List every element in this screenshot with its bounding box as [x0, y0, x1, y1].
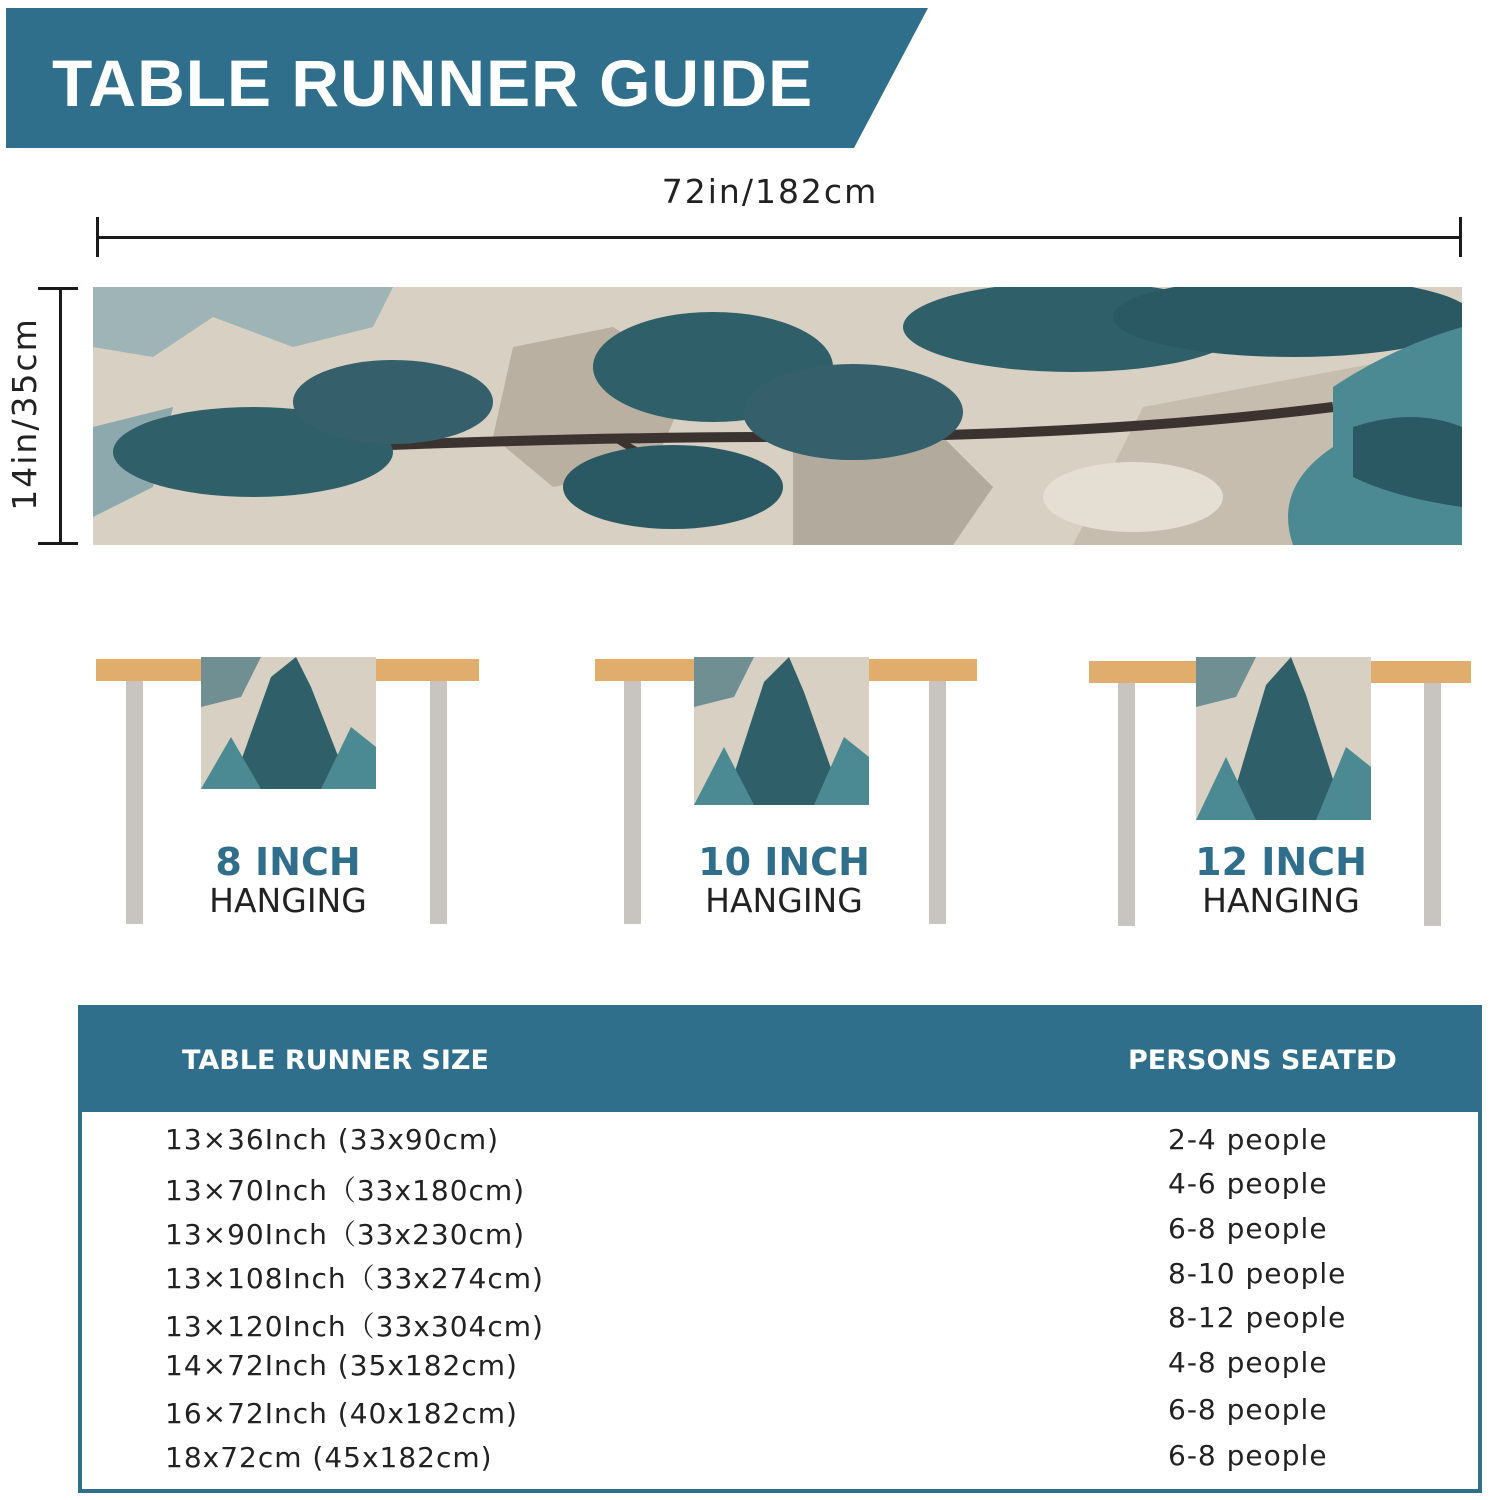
- height-dimension-cap-bottom: [38, 542, 78, 545]
- row-size: 16×72Inch (40x182cm): [165, 1397, 518, 1430]
- height-dimension-cap-top: [38, 287, 78, 290]
- row-persons: 2-4 people: [1168, 1123, 1328, 1156]
- table-header: [82, 1009, 1478, 1112]
- hanging-size-label: 10 INCH: [698, 840, 870, 884]
- hanging-word-label: HANGING: [1202, 881, 1360, 920]
- hanging-size-label: 12 INCH: [1195, 840, 1367, 884]
- row-persons: 6-8 people: [1168, 1212, 1328, 1245]
- row-size: 18x72cm (45x182cm): [165, 1441, 493, 1474]
- row-size: 14×72Inch (35x182cm): [165, 1349, 518, 1382]
- row-persons: 4-6 people: [1168, 1167, 1328, 1200]
- table-runner-image: [93, 287, 1462, 545]
- column-header-persons: PERSONS SEATED: [1128, 1045, 1397, 1076]
- height-dimension-label: 14in/35cm: [5, 317, 44, 511]
- row-size: 13×36Inch (33x90cm): [165, 1123, 500, 1156]
- column-header-size: TABLE RUNNER SIZE: [182, 1045, 489, 1076]
- row-size: 13×120Inch（33x304cm): [165, 1310, 544, 1343]
- row-size: 13×90Inch（33x230cm): [165, 1218, 526, 1251]
- height-dimension-line: [59, 287, 62, 545]
- hanging-size-label: 8 INCH: [215, 840, 361, 884]
- width-dimension-label: 72in/182cm: [661, 172, 879, 211]
- width-dimension-cap-left: [96, 217, 99, 257]
- hanging-word-label: HANGING: [209, 881, 367, 920]
- row-size: 13×108Inch（33x274cm): [165, 1262, 544, 1295]
- runner-drape-12: [1196, 657, 1371, 820]
- runner-drape-10: [694, 657, 869, 805]
- size-guide-table: [78, 1005, 1482, 1493]
- runner-drape-8: [201, 657, 376, 789]
- row-persons: 8-12 people: [1168, 1301, 1347, 1334]
- row-size: 13×70Inch（33x180cm): [165, 1174, 526, 1207]
- row-persons: 6-8 people: [1168, 1439, 1328, 1472]
- row-persons: 6-8 people: [1168, 1393, 1328, 1426]
- row-persons: 8-10 people: [1168, 1257, 1347, 1290]
- width-dimension-line: [96, 236, 1462, 239]
- row-persons: 4-8 people: [1168, 1346, 1328, 1379]
- page-title: TABLE RUNNER GUIDE: [52, 46, 814, 120]
- hanging-word-label: HANGING: [705, 881, 863, 920]
- width-dimension-cap-right: [1459, 217, 1462, 257]
